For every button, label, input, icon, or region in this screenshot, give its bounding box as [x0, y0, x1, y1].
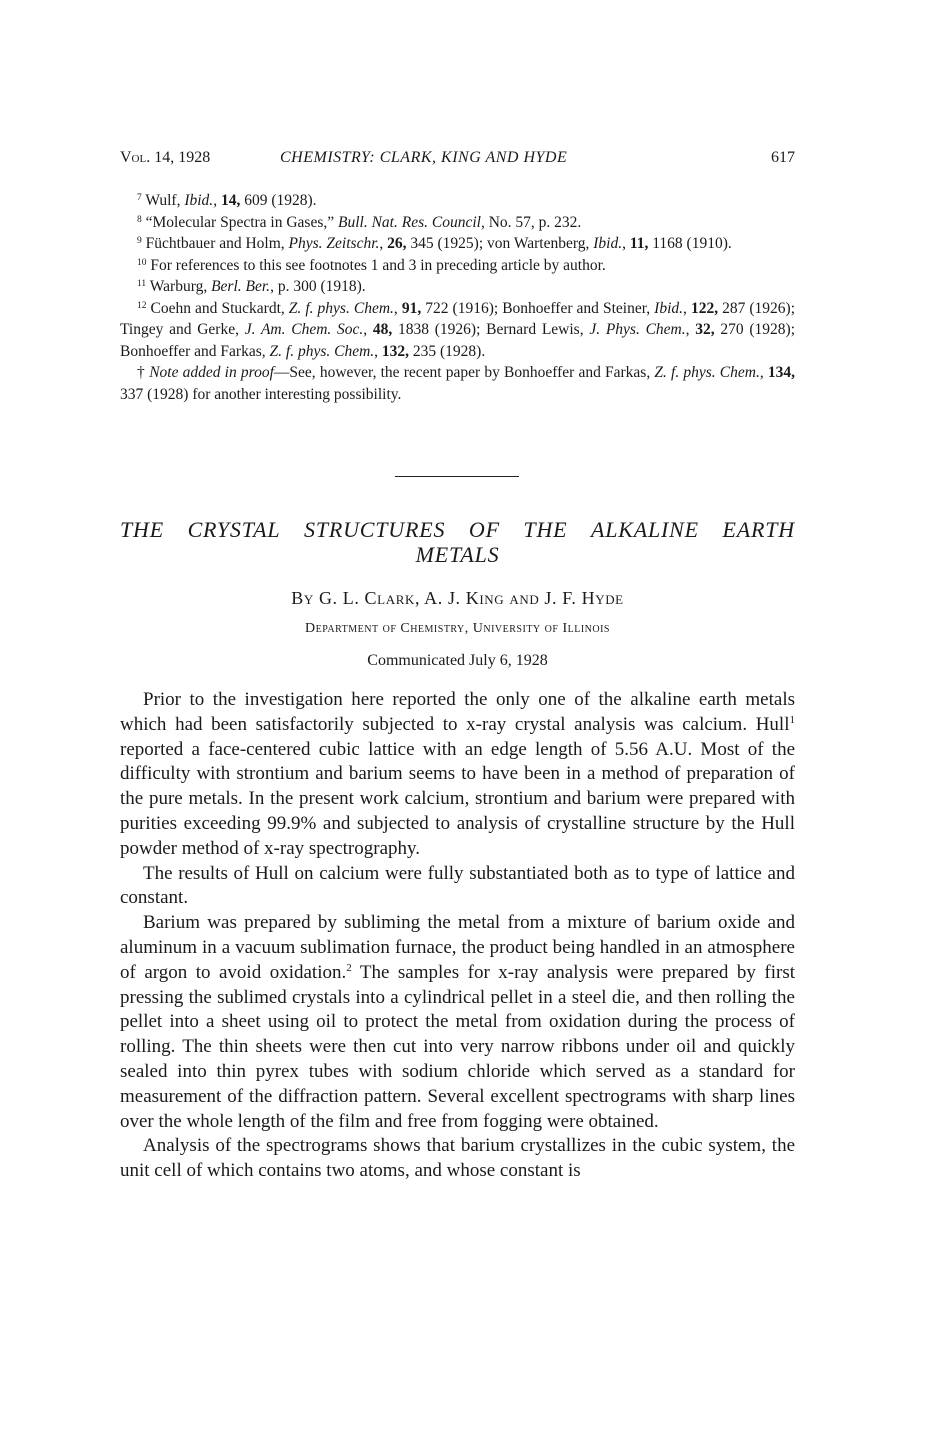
text-run: Z. f. phys. Chem. [288, 299, 394, 317]
footnote [120, 362, 795, 405]
text-run: For references to this see footnotes 1 and 3 in preceding article by author. [150, 256, 606, 274]
reference-marker: 1 [789, 713, 795, 726]
title-word: EARTH [722, 517, 795, 542]
text-run: 32, [695, 321, 715, 338]
text-run: 122, [690, 299, 719, 317]
author-affiliation: Department of Chemistry, University of Illinois [305, 621, 610, 636]
footnote-number: 9 [137, 236, 142, 246]
footnote-number: 10 [137, 257, 147, 268]
text-run: —See, however, the recent paper by Bonhoeffer and Farkas, [273, 364, 655, 381]
text-run: 14, [220, 192, 241, 209]
body-paragraph [120, 1134, 795, 1184]
article-authors: By G. L. Clark, A. J. King and J. F. Hyde [291, 588, 624, 608]
article-title-line1 [120, 517, 795, 542]
text-run: 270 (1928); Bonhoeffer and Farkas, [120, 321, 795, 360]
text-run: , [683, 299, 691, 317]
text-run: No. 57, p. 232. [484, 213, 582, 231]
text-run: , [622, 235, 630, 252]
text-run: 91, [401, 299, 422, 317]
text-run: J. Phys. Chem. [589, 321, 686, 338]
footnote [120, 298, 795, 363]
page-number: 617 [771, 149, 795, 166]
text-run: 337 (1928) for another interesting possibility. [120, 385, 402, 403]
text-run: Z. f. phys. Chem. [654, 364, 760, 381]
text-run: † [137, 364, 150, 381]
section-divider [395, 476, 519, 477]
text-run: Coehn and Stuckardt, [150, 299, 289, 317]
text-run: , [363, 321, 373, 338]
body-paragraph [120, 688, 795, 862]
text-run: Ibid. [654, 299, 684, 317]
text-run: Barium was prepared by subliming the metal from a mixture of barium oxide and aluminum in a vacuum sublimation furnace, the product being handled in an atmosphere of argon to avoid oxidation. [120, 912, 795, 983]
text-run: Wulf, [145, 192, 185, 209]
text-run: , [685, 321, 696, 338]
running-head [120, 148, 795, 168]
footnote [120, 190, 795, 212]
text-run: reported a face-centered cubic lattice with an edge length of 5.56 A.U. Most of the difficulty with strontium and barium seems to have been in a method of preparation of the pure metals. In the present work calcium, strontium and barium were prepared with purities exceeding 99.9% and subjected to analysis of crystalline structure by the Hull powder method of x-ray spectrography. [120, 738, 795, 859]
text-run: 1838 (1926); Bernard Lewis, [392, 321, 590, 338]
title-word: ALKALINE [591, 517, 699, 542]
body-paragraph [120, 911, 795, 1134]
text-run: , [393, 299, 402, 317]
footnote-number: 8 [137, 214, 142, 225]
text-run: J. Am. Chem. Soc. [244, 321, 364, 338]
text-run: Z. f. phys. Chem. [269, 342, 375, 360]
text-run: 26, [387, 235, 407, 252]
text-run: 722 (1916); Bonhoeffer and Steiner, [421, 299, 655, 317]
title-word: OF [468, 517, 500, 542]
text-run: , [374, 342, 382, 360]
text-run: Füchtbauer and Holm, [145, 235, 289, 252]
text-run: , p. 300 (1918). [270, 278, 366, 295]
footnote [120, 276, 795, 298]
text-run: Bull. Nat. Res. Council, [338, 213, 485, 231]
text-run: , [213, 192, 221, 209]
title-word: CRYSTAL [187, 517, 281, 542]
footnote [120, 212, 795, 234]
text-run: 235 (1928). [409, 342, 486, 360]
text-run: 345 (1925); von Wartenberg, [406, 235, 594, 252]
communicated-date: Communicated July 6, 1928 [367, 652, 548, 669]
text-run: 48, [372, 321, 393, 338]
text-run: “Molecular Spectra in Gases,” [145, 213, 339, 231]
text-run: , [759, 364, 768, 381]
footnote-number: 12 [137, 300, 147, 311]
text-run: Note added in proof [149, 364, 274, 381]
journal-title: CHEMISTRY: CLARK, KING AND HYDE [280, 149, 568, 166]
footnote [120, 233, 795, 255]
reference-marker: 2 [346, 961, 352, 974]
text-run: 1168 (1910). [648, 235, 732, 252]
volume-info: Vol. 14, 1928 [120, 149, 211, 166]
title-word: STRUCTURES [304, 517, 446, 542]
text-run: , [379, 235, 388, 252]
text-run: 132, [381, 342, 410, 360]
title-word: THE [120, 517, 164, 542]
text-run: Analysis of the spectrograms shows that barium crystallizes in the cubic system, the unit cell of which contains two atoms, and whose constant is [120, 1135, 795, 1182]
text-run: 609 (1928). [240, 192, 317, 209]
text-run: The samples for x-ray analysis were prepared by first pressing the sublimed crystals into a cylindrical pellet in a steel die, and then rolling the pellet into a sheet using oil to protect the metal from oxidation during the process of rolling. The thin sheets were then cut into very narrow ribbons under oil and quickly sealed into thin pyrex tubes with sodium chloride which served as a standard for measurement of the diffraction pattern. Several excellent spectrograms with sharp lines over the whole length of the film and free from fogging were obtained. [120, 961, 795, 1132]
footnote [120, 255, 795, 277]
text-run: 287 (1926); Tingey and Gerke, [120, 299, 796, 338]
text-run: Phys. Zeitschr. [288, 235, 380, 252]
text-run: Ibid. [184, 192, 214, 209]
title-word: THE [523, 517, 568, 542]
footnote-number: 11 [137, 279, 147, 289]
body-paragraph [120, 862, 795, 912]
text-run: Prior to the investigation here reported the only one of the alkaline earth metals which had been satisfactorily subjected to x-ray crystal analysis was calcium. Hull [120, 689, 795, 735]
article-body [120, 688, 795, 1184]
article-title-line2: METALS [415, 542, 500, 567]
footnotes-section [120, 190, 795, 405]
text-run: Ibid. [593, 235, 623, 252]
text-run: Warburg, [149, 278, 212, 295]
text-run: 11, [629, 235, 649, 252]
text-run: Berl. Ber. [211, 278, 271, 295]
text-run: 134, [767, 364, 796, 381]
text-run: The results of Hull on calcium were fully substantiated both as to type of lattice and constant. [120, 862, 795, 909]
article-title [120, 517, 795, 567]
footnote-number: 7 [137, 193, 142, 203]
